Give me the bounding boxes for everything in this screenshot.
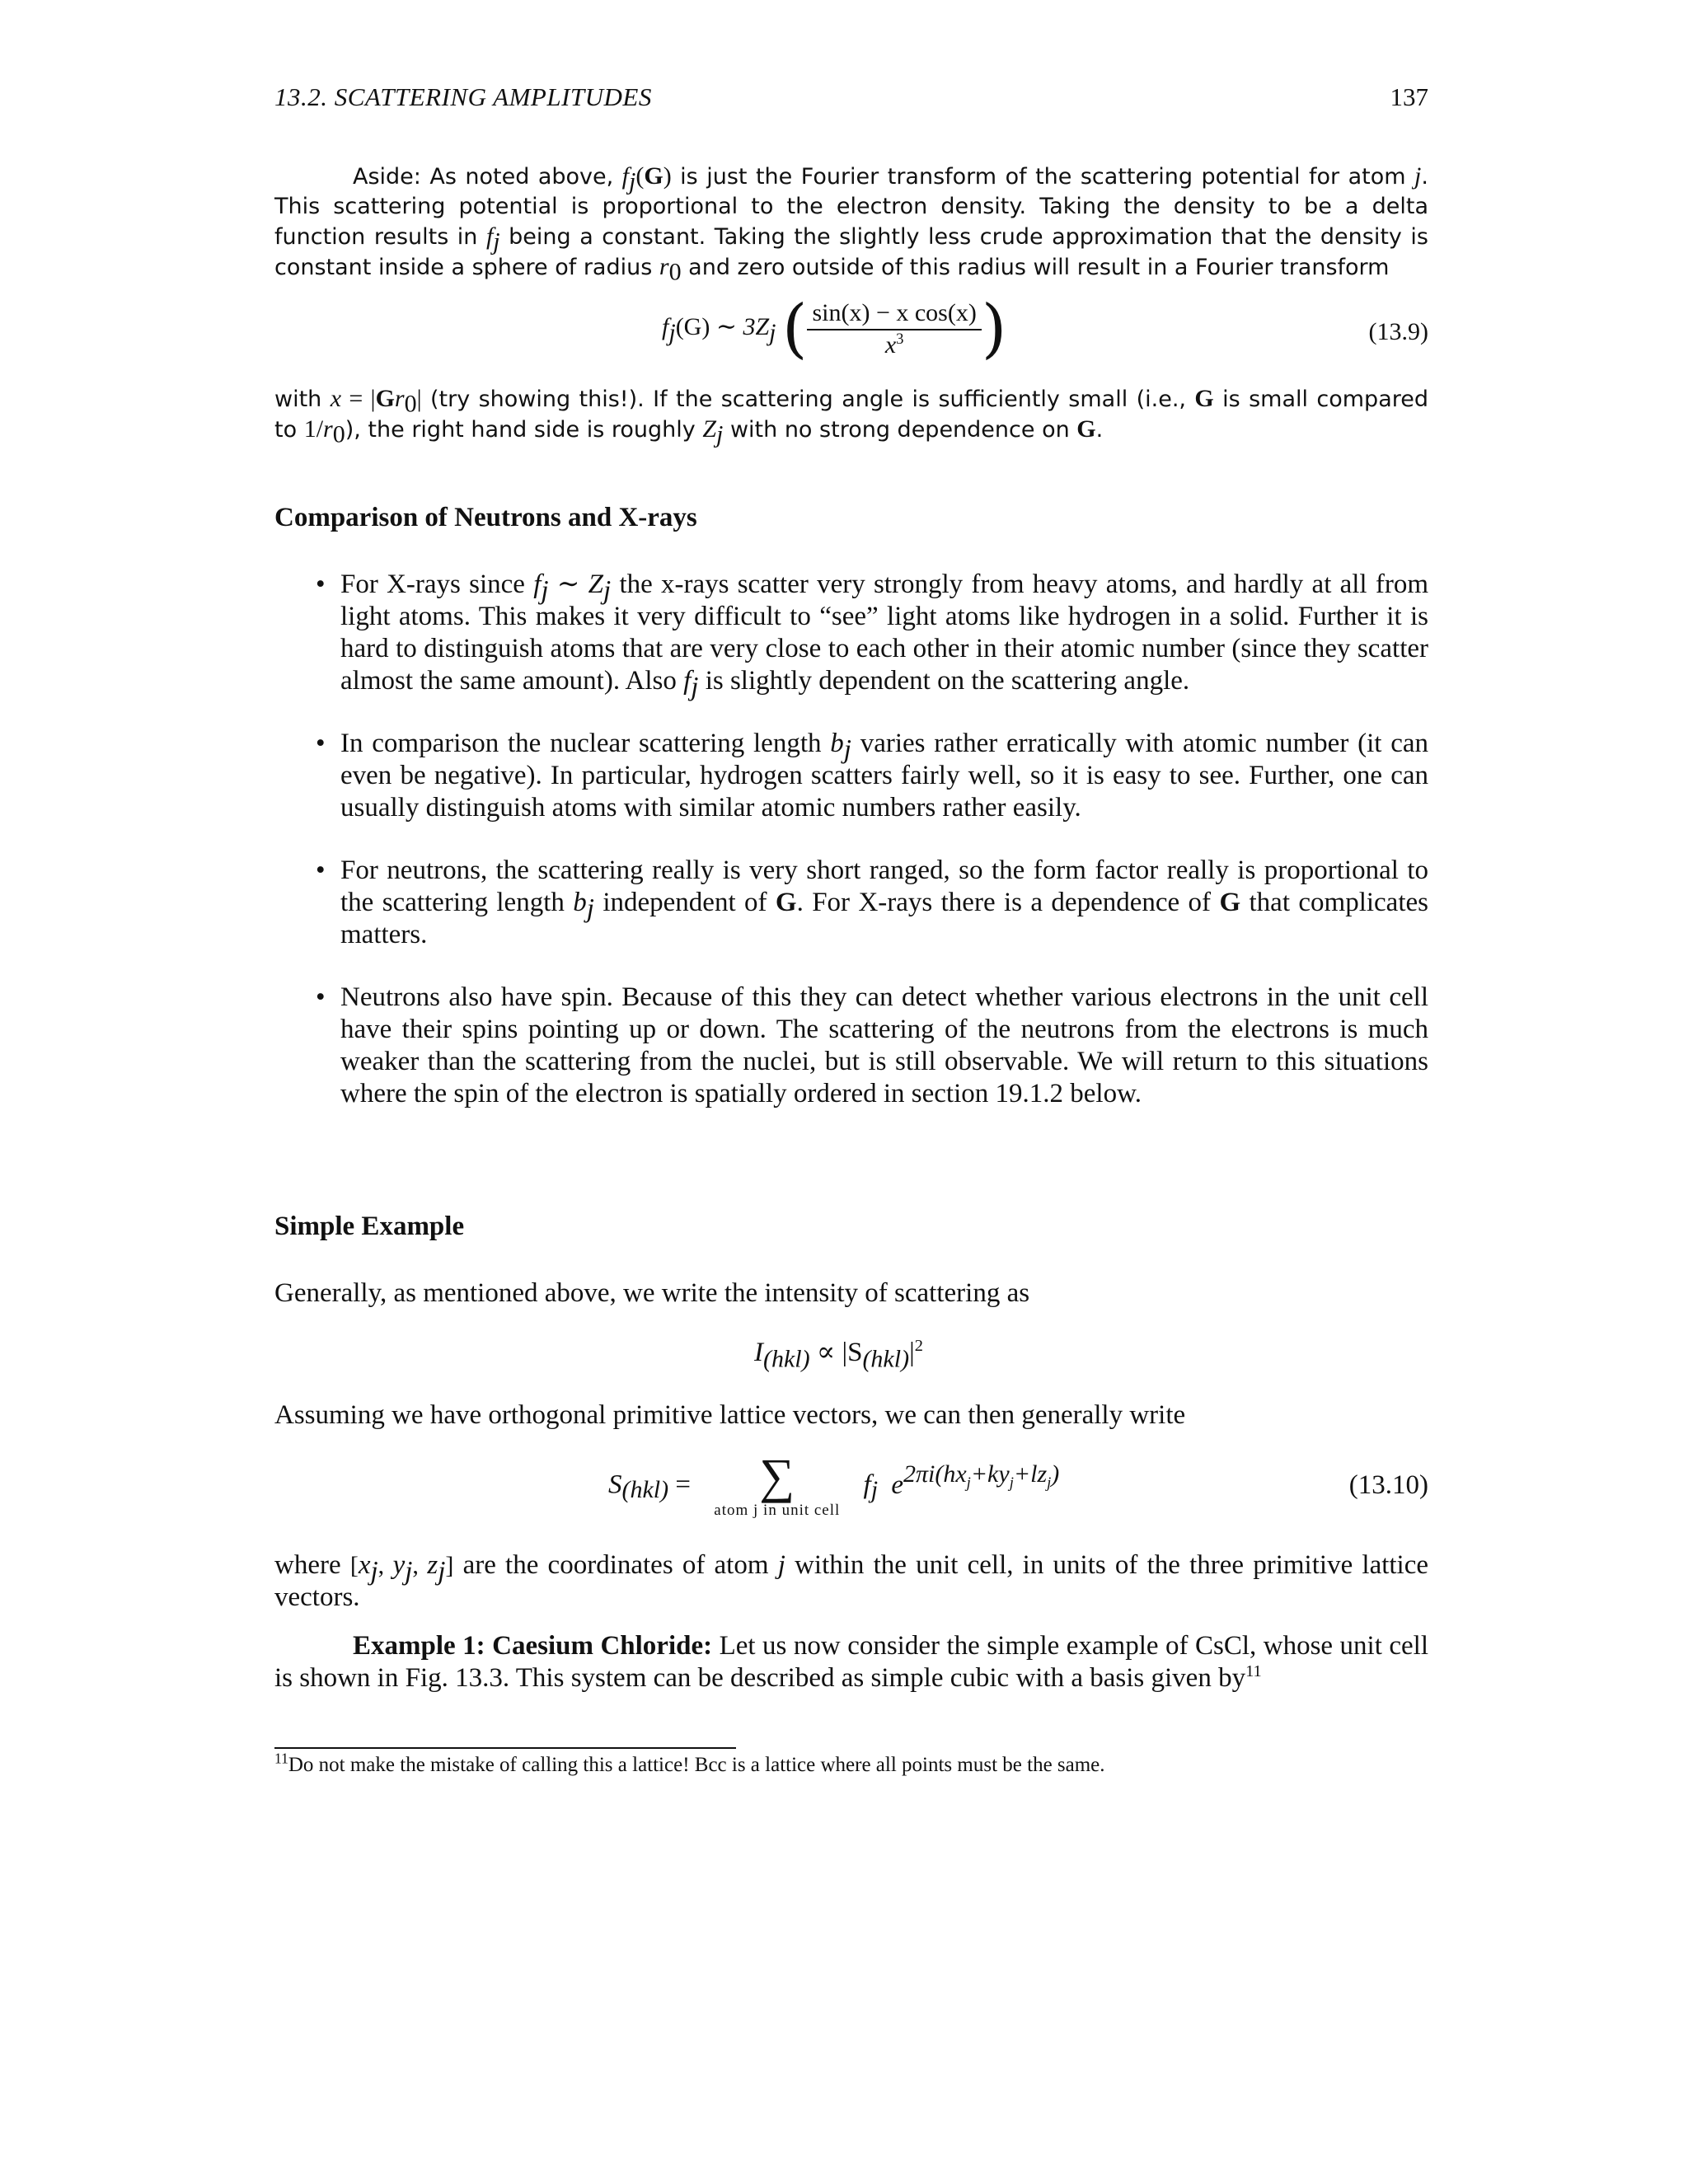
equation-13-10: $S_{(hkl)}$ = ∑ atom j in unit cell $f_j$ $e^{2\pi i(hx_j+ky_j+lz_j)}$ (13.10) (608, 1449, 1428, 1519)
example-1-paragraph: Example 1: Caesium Chloride: Let us now consider the simple example of CsCl, whose unit cell is shown in Fig. 13.3. This system can be described as simple cubic with a basis given $by^{11}$ (274, 1631, 1428, 1693)
list-item: • Neutrons also have spin. Because of this they can detect whether various electrons in the unit cell have their spins pointing up or down. The scattering of the neutrons from the electrons is much weaker than the scattering from the nuclei, but is still observable. We will return to this situations where the spin of the electron is spatially ordered in section 19.1.2 below. (316, 982, 1428, 1108)
aside-paragraph-2: with $x = |Gr_0|$ (try showing this!). If the scattering angle is sufficiently small (i.e., G is small compared to $1/r_0$), the right hand side is roughly $Z_j$ with no strong dependence on G. (274, 385, 1428, 448)
footnote-mark: 11 (274, 1750, 288, 1767)
where-paragraph: where [$x_j$, $y_j$, $z_j$] are the coordinates of atom j within the unit cell, in units of the three primitive lattice vectors. (274, 1550, 1429, 1612)
footnote (274, 1752, 1428, 1779)
running-header (274, 82, 1428, 117)
assume-paragraph: Assuming we have orthogonal primitive lattice vectors, we can then generally write (274, 1400, 1186, 1430)
aside-block-continued (274, 384, 1428, 448)
footnote-reference[interactable]: 11 (1245, 1662, 1262, 1680)
simple-intro-paragraph: Generally, as mentioned above, we write the intensity of scattering as (274, 1278, 1030, 1308)
section-heading-comparison: Comparison of Neutrons and X-rays (274, 503, 697, 532)
equation-number-13-10: (13.10) (1348, 1470, 1428, 1500)
summation-symbol: ∑ atom j in unit cell (714, 1449, 841, 1519)
equation-13-9: $f_j(G)$ ∼ $3Z_j$ ( $\frac{\text{sin(x) − x cos(x)}}{x^3}$ ) (13.9) (662, 292, 1428, 366)
section-running-title: 13.2. SCATTERING AMPLITUDES (274, 82, 652, 111)
equation-number-13-9: (13.9) (1368, 318, 1428, 345)
section-heading-simple-example: Simple Example (274, 1212, 465, 1241)
comparison-list (274, 569, 1428, 1141)
equation-intensity: $I_{(hkl)} \propto |S_{(hkl)}|^2$ (754, 1337, 923, 1373)
footnote-rule (274, 1747, 736, 1749)
page-number: 137 (1390, 82, 1428, 111)
footnote-text: Do not make the mistake of calling this a lattice! Bcc is a lattice where all points must be the same. (288, 1754, 1105, 1776)
example-1-label: Example 1: Caesium Chloride: (353, 1631, 713, 1661)
equation-fraction: $\frac{\text{sin(x) − x cos(x)}}{x^3}$ (807, 298, 981, 360)
list-item: • In comparison the nuclear scattering length $b_j$ varies rather erratically with atomic number (it can even be negative). In particular, hydrogen scatters fairly well, so it is easy to see. Further, one can usually distinguish atoms with similar atomic numbers rather easily. (316, 729, 1428, 823)
aside-paragraph-1: Aside: As noted above, $f_j(G)$ is just the Fourier transform of the scattering potential for atom j. This scattering potential is proportional to the electron density. Taking the density to be a delta function results in $f_j$ being a constant. Taking the slightly less crude approximation that the density is constant inside a sphere of radius $r_0$ and zero outside of this radius will result in a Fourier transform (274, 162, 1428, 286)
list-item: • For neutrons, the scattering really is very short ranged, so the form factor really is proportional to the scattering length $b_j$ independent of G. For X-rays there is a dependence of G that complicates matters. (316, 855, 1428, 949)
aside-block (274, 162, 1428, 286)
list-item: • For X-rays since $f_j$ ∼ $Z_j$ the x-rays scatter very strongly from heavy atoms, and hardly at all from light atoms. This makes it very difficult to “see” light atoms like hydrogen in a solid. Further it is hard to distinguish atoms that are very close to each other in their atomic number (since they scatter almost the same amount). Also $f_j$ is slightly dependent on the scattering angle. (316, 569, 1428, 702)
